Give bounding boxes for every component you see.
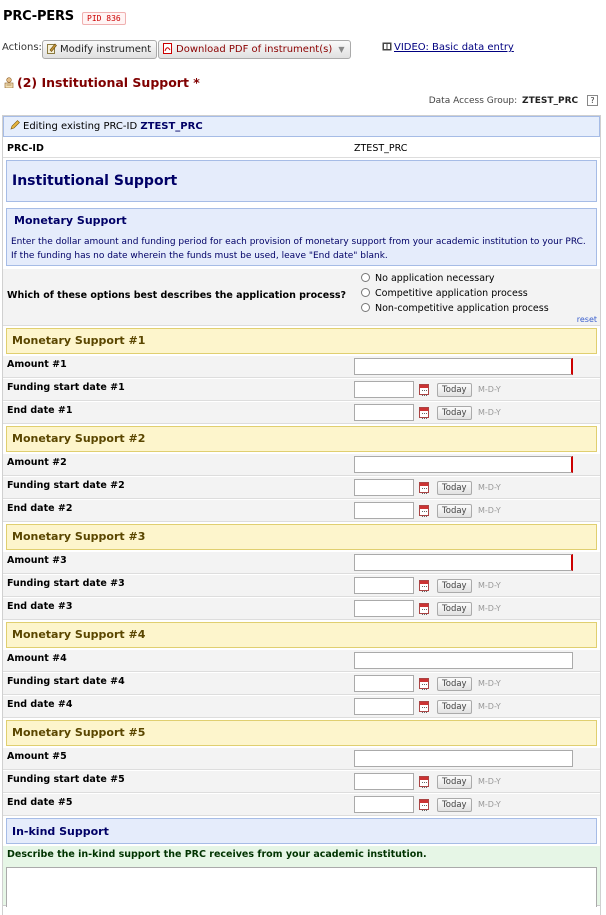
calendar-icon[interactable] [419, 701, 429, 712]
amount-label: Amount #3 [7, 555, 67, 566]
amount-input[interactable] [354, 554, 573, 571]
section-title: Institutional Support [12, 173, 178, 189]
start-date-row [3, 575, 600, 597]
today-button[interactable]: Today [437, 383, 472, 397]
start-date-label: Funding start date #1 [7, 382, 125, 393]
end-date-input[interactable] [354, 502, 414, 519]
today-button[interactable]: Today [437, 504, 472, 518]
radio-label-competitive: Competitive application process [375, 288, 528, 299]
date-format-hint: M-D-Y [478, 506, 501, 515]
pencil-form-icon [47, 43, 57, 54]
monetary-support-text: Enter the dollar amount and funding period for each provision of monetary support from your academic institution to your PRC. If the funding has no date wherein the funds must be used, leave "End date" blank. [11, 237, 586, 261]
today-button[interactable]: Today [437, 481, 472, 495]
data-access-group [429, 95, 598, 106]
start-date-row [3, 771, 600, 793]
video-link[interactable] [382, 42, 514, 53]
calendar-icon[interactable] [419, 776, 429, 787]
calendar-icon[interactable] [419, 384, 429, 395]
amount-input[interactable] [354, 750, 573, 767]
application-question-row [3, 269, 600, 326]
date-format-hint: M-D-Y [478, 679, 501, 688]
date-format-hint: M-D-Y [478, 581, 501, 590]
end-date-input[interactable] [354, 796, 414, 813]
instrument-title-text: (2) Institutional Support * [17, 75, 200, 90]
start-date-label: Funding start date #2 [7, 480, 125, 491]
group-header: Monetary Support #2 [6, 426, 597, 452]
end-date-label: End date #1 [7, 405, 73, 416]
start-date-row [3, 477, 600, 499]
data-access-group-value: ZTEST_PRC [522, 96, 579, 106]
today-button[interactable]: Today [437, 798, 472, 812]
amount-label: Amount #1 [7, 359, 67, 370]
amount-row [3, 748, 600, 770]
editing-record-id: ZTEST_PRC [140, 121, 203, 132]
end-date-input[interactable] [354, 698, 414, 715]
group-header: Monetary Support #3 [6, 524, 597, 550]
form-icon [4, 76, 14, 87]
start-date-input[interactable] [354, 675, 414, 692]
calendar-icon[interactable] [419, 603, 429, 614]
radio-competitive[interactable] [361, 288, 370, 297]
actions-label: Actions: [2, 42, 42, 53]
start-date-label: Funding start date #5 [7, 774, 125, 785]
editing-banner [3, 116, 600, 137]
prc-id-value: ZTEST_PRC [354, 143, 408, 154]
date-format-hint: M-D-Y [478, 777, 501, 786]
inkind-question-label: Describe the in-kind support the PRC receives from your academic institution. [7, 849, 427, 860]
monetary-support-group-1 [0, 328, 606, 426]
amount-input[interactable] [354, 456, 573, 473]
download-pdf-button[interactable] [158, 40, 351, 59]
date-format-hint: M-D-Y [478, 408, 501, 417]
today-button[interactable]: Today [437, 700, 472, 714]
data-access-group-label: Data Access Group: [428, 96, 518, 106]
radio-label-non-competitive: Non-competitive application process [375, 303, 549, 314]
radio-label-no-application: No application necessary [375, 273, 495, 284]
start-date-label: Funding start date #3 [7, 578, 125, 589]
today-button[interactable]: Today [437, 602, 472, 616]
monetary-support-group-2 [0, 426, 606, 524]
radio-no-application[interactable] [361, 273, 370, 282]
end-date-label: End date #3 [7, 601, 73, 612]
end-date-row [3, 500, 600, 522]
monetary-support-group-3 [0, 524, 606, 622]
date-format-hint: M-D-Y [478, 702, 501, 711]
application-question-label: Which of these options best describes the application process? [7, 290, 347, 301]
today-button[interactable]: Today [437, 579, 472, 593]
amount-input[interactable] [354, 358, 573, 375]
inkind-support-title: In-kind Support [12, 825, 109, 838]
end-date-row [3, 696, 600, 718]
today-button[interactable]: Today [437, 677, 472, 691]
date-format-hint: M-D-Y [478, 483, 501, 492]
inkind-textarea[interactable] [6, 867, 597, 907]
reset-link[interactable]: reset [576, 315, 597, 324]
modify-instrument-button[interactable] [42, 40, 157, 59]
end-date-label: End date #2 [7, 503, 73, 514]
inkind-support-header [6, 818, 597, 844]
start-date-input[interactable] [354, 577, 414, 594]
calendar-icon[interactable] [419, 678, 429, 689]
amount-label: Amount #4 [7, 653, 67, 664]
amount-label: Amount #5 [7, 751, 67, 762]
date-format-hint: M-D-Y [478, 800, 501, 809]
prc-id-row [3, 138, 600, 158]
group-header: Monetary Support #5 [6, 720, 597, 746]
pdf-icon [163, 43, 173, 54]
start-date-input[interactable] [354, 773, 414, 790]
pencil-icon [10, 118, 20, 128]
group-header: Monetary Support #1 [6, 328, 597, 354]
calendar-icon[interactable] [419, 407, 429, 418]
radio-non-competitive[interactable] [361, 303, 370, 312]
date-format-hint: M-D-Y [478, 604, 501, 613]
calendar-icon[interactable] [419, 799, 429, 810]
project-title: PRC-PERS [3, 9, 74, 24]
end-date-row [3, 402, 600, 424]
group-header: Monetary Support #4 [6, 622, 597, 648]
film-icon [382, 42, 392, 51]
amount-row [3, 454, 600, 476]
monetary-support-group-4 [0, 622, 606, 720]
end-date-label: End date #5 [7, 797, 73, 808]
section-header-institutional-support [6, 160, 597, 202]
chevron-down-icon: ▼ [338, 45, 345, 54]
calendar-icon[interactable] [419, 505, 429, 516]
amount-row [3, 356, 600, 378]
download-pdf-label: Download PDF of instrument(s) [176, 44, 333, 55]
start-date-row [3, 673, 600, 695]
monetary-support-description [6, 208, 597, 266]
start-date-input[interactable] [354, 479, 414, 496]
monetary-support-header: Monetary Support [14, 214, 127, 227]
end-date-input[interactable] [354, 600, 414, 617]
end-date-row [3, 794, 600, 816]
today-button[interactable]: Today [437, 775, 472, 789]
end-date-label: End date #4 [7, 699, 73, 710]
inkind-question-row [3, 846, 600, 906]
amount-row [3, 650, 600, 672]
prc-id-label: PRC-ID [7, 143, 44, 154]
end-date-input[interactable] [354, 404, 414, 421]
start-date-row [3, 379, 600, 401]
instrument-title [4, 75, 200, 90]
modify-instrument-label: Modify instrument [60, 44, 152, 55]
amount-label: Amount #2 [7, 457, 67, 468]
video-link-text[interactable]: VIDEO: Basic data entry [394, 42, 514, 53]
calendar-icon[interactable] [419, 580, 429, 591]
editing-prefix: Editing existing PRC-ID [23, 121, 138, 132]
help-button[interactable]: ? [587, 95, 598, 106]
monetary-support-group-5 [0, 720, 606, 818]
amount-row [3, 552, 600, 574]
date-format-hint: M-D-Y [478, 385, 501, 394]
today-button[interactable]: Today [437, 406, 472, 420]
start-date-input[interactable] [354, 381, 414, 398]
pid-badge: PID 836 [82, 12, 126, 25]
amount-input[interactable] [354, 652, 573, 669]
start-date-label: Funding start date #4 [7, 676, 125, 687]
calendar-icon[interactable] [419, 482, 429, 493]
end-date-row [3, 598, 600, 620]
